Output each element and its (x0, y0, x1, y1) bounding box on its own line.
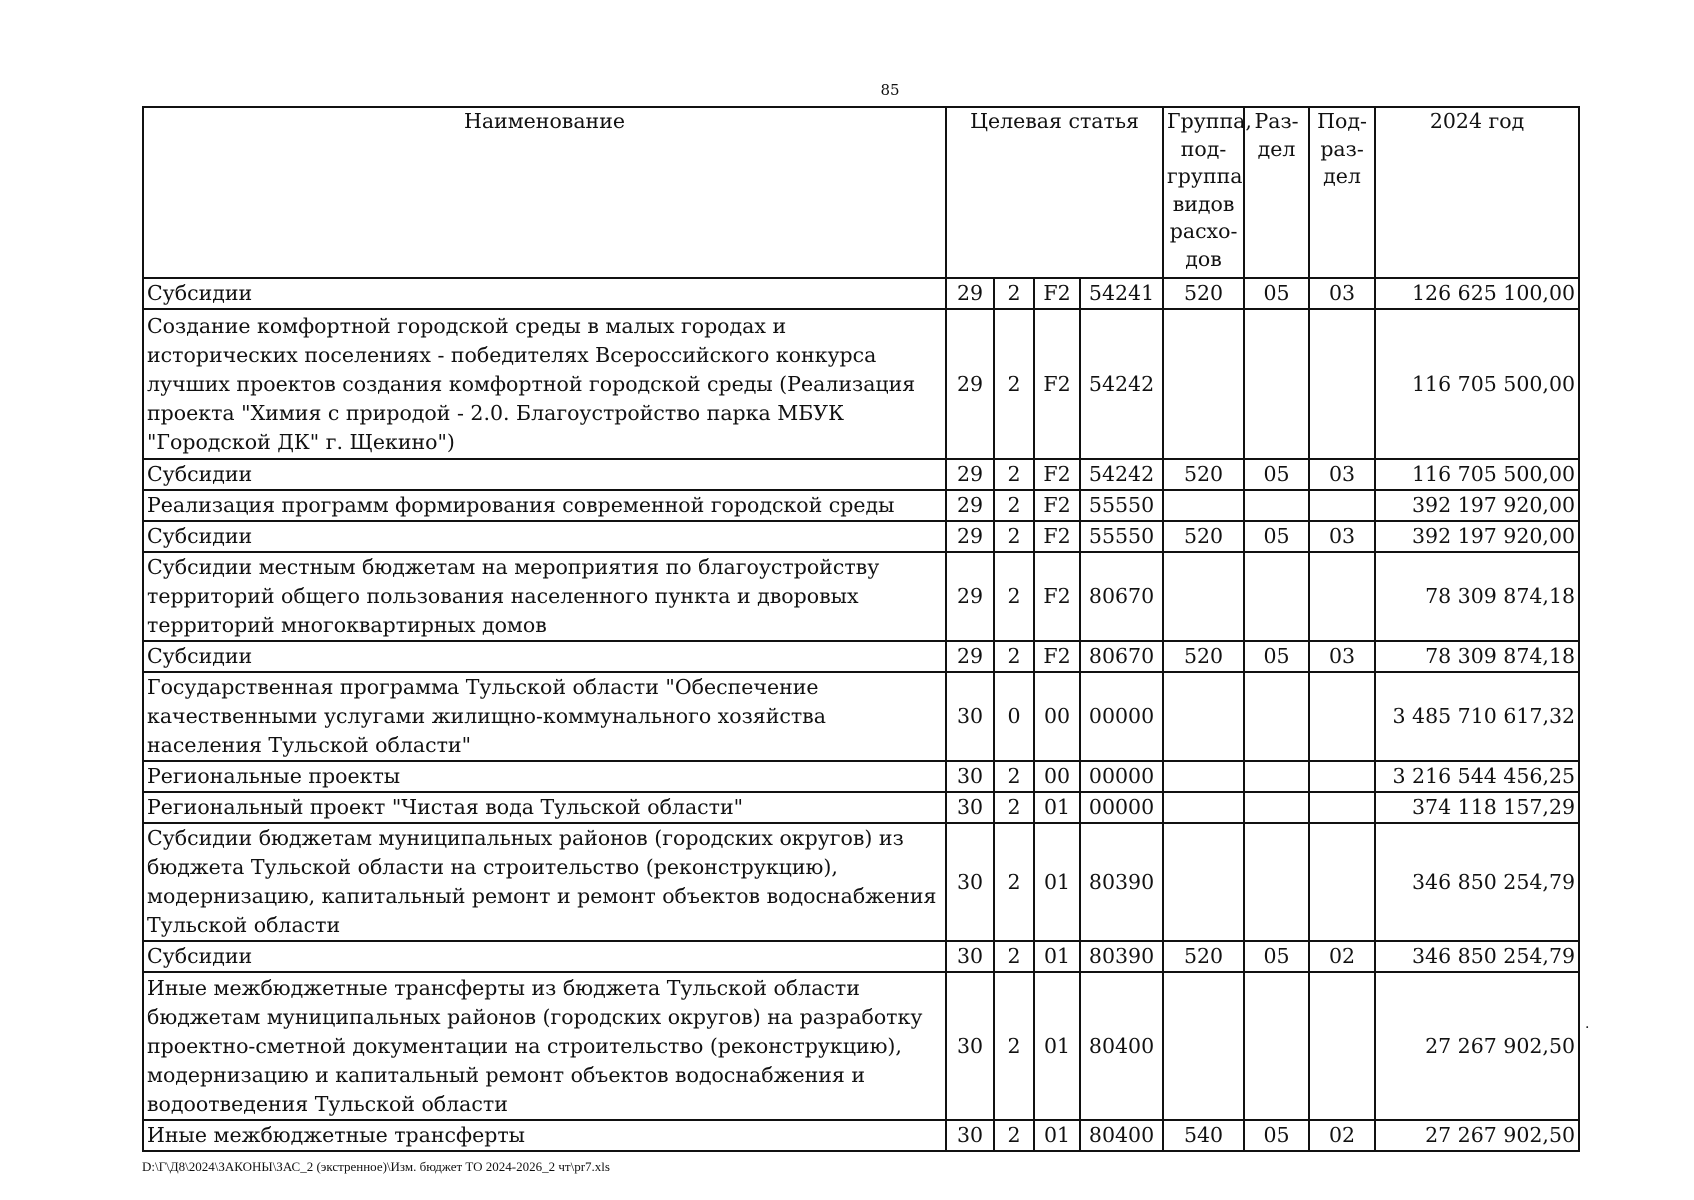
expense-group: 520 (1163, 521, 1244, 552)
target-code: 54241 (1080, 278, 1163, 309)
target-code: 00000 (1080, 792, 1163, 823)
target-subprogram: 2 (994, 1120, 1034, 1151)
target-program: 29 (946, 459, 994, 490)
target-direction: 00 (1034, 761, 1080, 792)
target-program: 30 (946, 972, 994, 1120)
row-name: Создание комфортной городской среды в малых городах и исторических поселениях - победителях Всероссийского конкурса лучших проектов создания комфортной городской среды (Реализация проекта "Химия с природой - 2.0. Благоустройство парка МБУК "Городской ДК" г. Щекино") (143, 309, 946, 459)
section: 05 (1244, 459, 1309, 490)
target-program: 30 (946, 672, 994, 761)
target-direction: F2 (1034, 552, 1080, 641)
amount-2024: 392 197 920,00 (1375, 490, 1579, 521)
row-name: Субсидии (143, 278, 946, 309)
row-name: Субсидии местным бюджетам на мероприятия по благоустройству территорий общего пользования населенного пункта и дворовых территорий многоквартирных домов (143, 552, 946, 641)
target-direction: 01 (1034, 1120, 1080, 1151)
section: 05 (1244, 521, 1309, 552)
section (1244, 490, 1309, 521)
subsection (1309, 972, 1375, 1120)
target-code: 54242 (1080, 309, 1163, 459)
target-direction: F2 (1034, 278, 1080, 309)
target-code: 80390 (1080, 823, 1163, 941)
section: 05 (1244, 941, 1309, 972)
table-row (143, 490, 1579, 521)
target-direction: 01 (1034, 972, 1080, 1120)
page-number: 85 (880, 81, 900, 99)
subsection: 02 (1309, 1120, 1375, 1151)
target-code: 80670 (1080, 641, 1163, 672)
target-program: 29 (946, 490, 994, 521)
row-name: Иные межбюджетные трансферты из бюджета Тульской области бюджетам муниципальных районов (городских округов) на разработку проектно-сметной документации на строительство (реконструкцию), модернизацию и капитальный ремонт объектов водоснабжения и водоотведения Тульской области (143, 972, 946, 1120)
expense-group (1163, 823, 1244, 941)
section: 05 (1244, 278, 1309, 309)
table-row (143, 792, 1579, 823)
row-name: Региональный проект "Чистая вода Тульской области" (143, 792, 946, 823)
amount-2024: 27 267 902,50 (1375, 1120, 1579, 1151)
expense-group: 520 (1163, 641, 1244, 672)
table-row (143, 459, 1579, 490)
row-name: Субсидии (143, 941, 946, 972)
amount-2024: 27 267 902,50 (1375, 972, 1579, 1120)
target-program: 29 (946, 552, 994, 641)
target-program: 30 (946, 823, 994, 941)
row-name: Иные межбюджетные трансферты (143, 1120, 946, 1151)
expense-group (1163, 792, 1244, 823)
target-code: 80390 (1080, 941, 1163, 972)
amount-2024: 78 309 874,18 (1375, 552, 1579, 641)
target-subprogram: 2 (994, 309, 1034, 459)
subsection: 03 (1309, 459, 1375, 490)
target-subprogram: 2 (994, 490, 1034, 521)
amount-2024: 116 705 500,00 (1375, 309, 1579, 459)
stray-mark: · (1585, 1020, 1590, 1036)
expense-group (1163, 672, 1244, 761)
table-row (143, 641, 1579, 672)
amount-2024: 346 850 254,79 (1375, 941, 1579, 972)
section (1244, 672, 1309, 761)
target-program: 30 (946, 941, 994, 972)
table-row (143, 521, 1579, 552)
footer-file-path: D:\Г\Д8\2024\ЗАКОНЫ\ЗАС_2 (экстренное)\Изм. бюджет ТО 2024-2026_2 чт\pr7.xls (142, 1159, 610, 1174)
header-subsection: Под- раз- дел (1309, 107, 1375, 278)
table-row (143, 672, 1579, 761)
target-program: 29 (946, 521, 994, 552)
expense-group (1163, 490, 1244, 521)
target-program: 30 (946, 761, 994, 792)
target-direction: F2 (1034, 309, 1080, 459)
table-row (143, 278, 1579, 309)
target-subprogram: 2 (994, 278, 1034, 309)
subsection (1309, 309, 1375, 459)
amount-2024: 3 216 544 456,25 (1375, 761, 1579, 792)
header-year: 2024 год (1375, 107, 1579, 278)
expense-group: 520 (1163, 278, 1244, 309)
target-code: 00000 (1080, 761, 1163, 792)
target-subprogram: 2 (994, 641, 1034, 672)
target-subprogram: 2 (994, 459, 1034, 490)
target-code: 54242 (1080, 459, 1163, 490)
target-program: 30 (946, 1120, 994, 1151)
subsection (1309, 552, 1375, 641)
row-name: Государственная программа Тульской области "Обеспечение качественными услугами жилищно-коммунального хозяйства населения Тульской области" (143, 672, 946, 761)
subsection: 03 (1309, 641, 1375, 672)
target-code: 80670 (1080, 552, 1163, 641)
target-direction: F2 (1034, 490, 1080, 521)
amount-2024: 126 625 100,00 (1375, 278, 1579, 309)
target-subprogram: 2 (994, 761, 1034, 792)
subsection: 03 (1309, 278, 1375, 309)
row-name: Реализация программ формирования современной городской среды (143, 490, 946, 521)
target-direction: 01 (1034, 941, 1080, 972)
target-subprogram: 2 (994, 823, 1034, 941)
header-expense-group: Группа, под- группа видов расхо- дов (1163, 107, 1244, 278)
section (1244, 792, 1309, 823)
row-name: Субсидии (143, 521, 946, 552)
row-name: Субсидии (143, 641, 946, 672)
section (1244, 309, 1309, 459)
row-name: Субсидии бюджетам муниципальных районов (городских округов) из бюджета Тульской области на строительство (реконструкцию), модернизацию, капитальный ремонт и ремонт объектов водоснабжения Тульской области (143, 823, 946, 941)
row-name: Региональные проекты (143, 761, 946, 792)
amount-2024: 374 118 157,29 (1375, 792, 1579, 823)
expense-group: 520 (1163, 459, 1244, 490)
amount-2024: 78 309 874,18 (1375, 641, 1579, 672)
target-program: 29 (946, 278, 994, 309)
subsection (1309, 672, 1375, 761)
section (1244, 972, 1309, 1120)
target-subprogram: 2 (994, 552, 1034, 641)
target-direction: F2 (1034, 459, 1080, 490)
section (1244, 552, 1309, 641)
target-subprogram: 2 (994, 972, 1034, 1120)
amount-2024: 346 850 254,79 (1375, 823, 1579, 941)
target-direction: F2 (1034, 521, 1080, 552)
target-code: 55550 (1080, 490, 1163, 521)
target-code: 80400 (1080, 1120, 1163, 1151)
target-subprogram: 2 (994, 792, 1034, 823)
table-row (143, 552, 1579, 641)
target-direction: F2 (1034, 641, 1080, 672)
subsection (1309, 761, 1375, 792)
section: 05 (1244, 641, 1309, 672)
target-program: 29 (946, 641, 994, 672)
expense-group (1163, 972, 1244, 1120)
subsection (1309, 823, 1375, 941)
amount-2024: 392 197 920,00 (1375, 521, 1579, 552)
target-code: 00000 (1080, 672, 1163, 761)
section (1244, 761, 1309, 792)
target-program: 30 (946, 792, 994, 823)
header-section: Раз- дел (1244, 107, 1309, 278)
section (1244, 823, 1309, 941)
header-target-article: Целевая статья (946, 107, 1163, 278)
amount-2024: 116 705 500,00 (1375, 459, 1579, 490)
target-direction: 01 (1034, 792, 1080, 823)
expense-group: 520 (1163, 941, 1244, 972)
section: 05 (1244, 1120, 1309, 1151)
expense-group: 540 (1163, 1120, 1244, 1151)
subsection: 03 (1309, 521, 1375, 552)
target-subprogram: 2 (994, 521, 1034, 552)
table-row (143, 972, 1579, 1120)
target-subprogram: 2 (994, 941, 1034, 972)
table-row (143, 1120, 1579, 1151)
table-row (143, 823, 1579, 941)
expense-group (1163, 552, 1244, 641)
header-name: Наименование (143, 107, 946, 278)
target-code: 80400 (1080, 972, 1163, 1120)
target-program: 29 (946, 309, 994, 459)
table-row (143, 941, 1579, 972)
target-direction: 01 (1034, 823, 1080, 941)
amount-2024: 3 485 710 617,32 (1375, 672, 1579, 761)
table-row (143, 761, 1579, 792)
budget-table (142, 106, 1580, 1152)
target-subprogram: 0 (994, 672, 1034, 761)
target-direction: 00 (1034, 672, 1080, 761)
subsection (1309, 490, 1375, 521)
expense-group (1163, 309, 1244, 459)
header-row (143, 107, 1579, 278)
row-name: Субсидии (143, 459, 946, 490)
subsection: 02 (1309, 941, 1375, 972)
expense-group (1163, 761, 1244, 792)
table-row (143, 309, 1579, 459)
target-code: 55550 (1080, 521, 1163, 552)
subsection (1309, 792, 1375, 823)
